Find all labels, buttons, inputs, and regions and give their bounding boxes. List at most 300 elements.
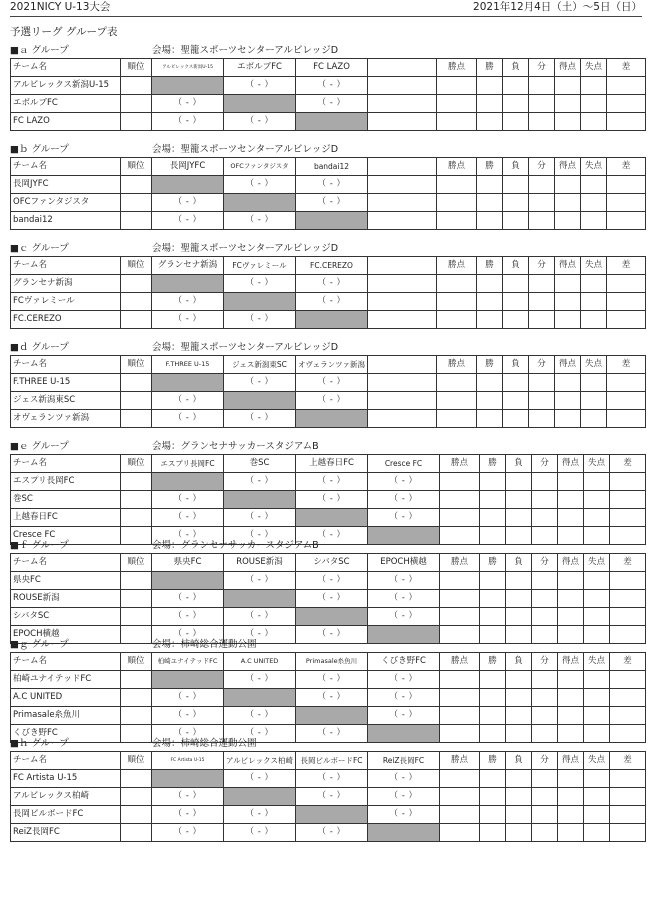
goals-against-cell	[584, 806, 610, 824]
table-header-row	[11, 59, 646, 77]
self-match-cell	[224, 194, 296, 212]
group-heading	[10, 143, 645, 157]
group-4	[10, 440, 645, 538]
team-row	[11, 113, 646, 131]
score-placeholder: （ - ）	[317, 476, 346, 486]
score-placeholder: （ - ）	[245, 674, 274, 684]
goals-for-cell	[555, 311, 581, 329]
team-column-header: チーム名	[11, 59, 121, 77]
opponent-column-header: ROUSE新潟	[224, 554, 296, 572]
score-cell	[368, 473, 440, 491]
team-name: 長岡JYFC	[11, 176, 121, 194]
rank-cell	[121, 590, 152, 608]
points-cell	[437, 194, 477, 212]
score-placeholder: （ - ）	[317, 728, 346, 738]
team-name: Cresce FC	[11, 527, 121, 545]
team-name: FC.CEREZO	[11, 311, 121, 329]
score-placeholder: （ - ）	[317, 530, 346, 540]
draw-cell	[529, 95, 555, 113]
goal-diff-column-header: 差	[610, 752, 646, 770]
points-column-header: 勝点	[437, 158, 477, 176]
win-column-header: 勝	[477, 356, 503, 374]
blank-cell	[368, 212, 437, 230]
draw-cell	[532, 509, 558, 527]
team-row	[11, 788, 646, 806]
goal-diff-cell	[610, 572, 646, 590]
goals-for-cell	[558, 608, 584, 626]
loss-column-header: 負	[506, 455, 532, 473]
group-6	[10, 638, 645, 736]
score-placeholder: （ - ）	[317, 692, 346, 702]
goals-against-column-header: 失点	[584, 752, 610, 770]
group-tables	[10, 44, 645, 836]
score-placeholder: （ - ）	[173, 593, 202, 603]
score-cell	[152, 293, 224, 311]
team-column-header: チーム名	[11, 554, 121, 572]
team-name: エスプリ長岡FC	[11, 473, 121, 491]
opponent-column-header: 上越春日FC	[296, 455, 368, 473]
loss-cell	[503, 95, 529, 113]
opponent-column-header: オヴェランツァ新潟	[296, 356, 368, 374]
goal-diff-column-header: 差	[607, 356, 646, 374]
score-placeholder: （ - ）	[317, 494, 346, 504]
win-cell	[480, 590, 506, 608]
draw-column-header: 分	[529, 59, 555, 77]
score-cell	[296, 473, 368, 491]
rank-cell	[121, 671, 152, 689]
self-match-cell	[296, 806, 368, 824]
table-header-row	[11, 257, 646, 275]
goals-against-cell	[581, 176, 607, 194]
group-table	[10, 751, 646, 842]
draw-column-header: 分	[529, 158, 555, 176]
score-cell	[224, 77, 296, 95]
rank-cell	[121, 212, 152, 230]
self-match-cell	[224, 491, 296, 509]
score-placeholder: （ - ）	[317, 575, 346, 585]
opponent-column-header: 巻SC	[224, 455, 296, 473]
rank-cell	[121, 707, 152, 725]
team-name: bandai12	[11, 212, 121, 230]
team-row	[11, 473, 646, 491]
score-placeholder: （ - ）	[317, 296, 346, 306]
goals-against-column-header: 失点	[581, 356, 607, 374]
score-cell	[152, 410, 224, 428]
opponent-column-header: F.THREE U-15	[152, 356, 224, 374]
goals-against-cell	[581, 113, 607, 131]
group-heading	[10, 242, 645, 256]
group-name: ■ｆ グループ	[10, 540, 69, 551]
goals-against-cell	[584, 770, 610, 788]
rank-cell	[121, 788, 152, 806]
loss-cell	[506, 689, 532, 707]
goals-for-column-header: 得点	[555, 59, 581, 77]
score-placeholder: （ - ）	[173, 809, 202, 819]
score-placeholder: （ - ）	[173, 692, 202, 702]
goals-for-column-header: 得点	[555, 257, 581, 275]
score-placeholder: （ - ）	[173, 494, 202, 504]
opponent-column-header: ジェス新潟東SC	[224, 356, 296, 374]
group-name: ■ｂ グループ	[10, 144, 69, 155]
score-cell	[152, 824, 224, 842]
win-cell	[480, 572, 506, 590]
team-row	[11, 491, 646, 509]
score-placeholder: （ - ）	[173, 611, 202, 621]
team-name: OFCファンタジスタ	[11, 194, 121, 212]
group-name: ■ｇ グループ	[10, 639, 69, 650]
score-cell	[152, 491, 224, 509]
table-header-row	[11, 455, 646, 473]
goals-for-cell	[558, 689, 584, 707]
table-header-row	[11, 158, 646, 176]
group-venue: 会場：聖籠スポーツセンターアルビレッジD	[152, 144, 339, 155]
loss-cell	[506, 671, 532, 689]
score-placeholder: （ - ）	[245, 512, 274, 522]
score-placeholder: （ - ）	[245, 773, 274, 783]
score-placeholder: （ - ）	[245, 710, 274, 720]
team-name: ReiZ長岡FC	[11, 824, 121, 842]
self-match-cell	[296, 707, 368, 725]
team-column-header: チーム名	[11, 257, 121, 275]
loss-cell	[503, 293, 529, 311]
loss-cell	[506, 824, 532, 842]
win-column-header: 勝	[477, 59, 503, 77]
win-cell	[477, 95, 503, 113]
score-placeholder: （ - ）	[389, 476, 418, 486]
self-match-cell	[296, 608, 368, 626]
opponent-column-header: アルビレックス新潟U-15	[152, 59, 224, 77]
self-match-cell	[296, 509, 368, 527]
score-placeholder: （ - ）	[245, 809, 274, 819]
team-row	[11, 689, 646, 707]
goals-against-column-header: 失点	[584, 554, 610, 572]
goal-diff-cell	[607, 374, 646, 392]
score-cell	[368, 491, 440, 509]
group-0	[10, 44, 645, 142]
score-placeholder: （ - ）	[173, 728, 202, 738]
draw-cell	[529, 293, 555, 311]
team-column-header: チーム名	[11, 455, 121, 473]
score-placeholder: （ - ）	[245, 728, 274, 738]
goals-for-cell	[558, 491, 584, 509]
score-cell	[224, 275, 296, 293]
rank-cell	[121, 293, 152, 311]
loss-column-header: 負	[506, 752, 532, 770]
self-match-cell	[152, 176, 224, 194]
win-cell	[477, 374, 503, 392]
opponent-column-header: 長岡ビルボードFC	[296, 752, 368, 770]
draw-cell	[532, 707, 558, 725]
team-row	[11, 707, 646, 725]
goal-diff-cell	[607, 293, 646, 311]
goals-against-cell	[584, 491, 610, 509]
group-name: ■ｄ グループ	[10, 342, 69, 353]
win-cell	[477, 293, 503, 311]
goals-against-cell	[584, 572, 610, 590]
goals-against-cell	[584, 608, 610, 626]
opponent-column-header: FC LAZO	[296, 59, 368, 77]
rank-cell	[121, 608, 152, 626]
goals-for-cell	[558, 788, 584, 806]
draw-cell	[529, 410, 555, 428]
score-placeholder: （ - ）	[389, 692, 418, 702]
rank-cell	[121, 770, 152, 788]
score-placeholder: （ - ）	[389, 809, 418, 819]
opponent-column-header: エスプリ長岡FC	[152, 455, 224, 473]
rank-column-header: 順位	[121, 59, 152, 77]
group-1	[10, 143, 645, 241]
blank-cell	[368, 410, 437, 428]
goals-against-cell	[584, 671, 610, 689]
points-cell	[440, 572, 480, 590]
draw-cell	[532, 671, 558, 689]
opponent-column-header: くびき野FC	[368, 653, 440, 671]
goals-against-cell	[581, 293, 607, 311]
points-cell	[440, 707, 480, 725]
draw-cell	[529, 212, 555, 230]
opponent-column-header: bandai12	[296, 158, 368, 176]
score-cell	[224, 671, 296, 689]
group-table	[10, 553, 646, 644]
points-cell	[437, 176, 477, 194]
score-cell	[224, 212, 296, 230]
goals-against-cell	[581, 194, 607, 212]
draw-cell	[532, 689, 558, 707]
team-name: EPOCH横越	[11, 626, 121, 644]
score-placeholder: （ - ）	[245, 629, 274, 639]
score-cell	[224, 824, 296, 842]
team-row	[11, 374, 646, 392]
blank-cell	[368, 113, 437, 131]
team-column-header: チーム名	[11, 752, 121, 770]
blank-cell	[368, 356, 437, 374]
team-name: くびき野FC	[11, 725, 121, 743]
rank-cell	[121, 824, 152, 842]
win-cell	[477, 77, 503, 95]
loss-cell	[503, 275, 529, 293]
score-cell	[152, 806, 224, 824]
points-cell	[440, 770, 480, 788]
win-cell	[477, 212, 503, 230]
score-cell	[296, 491, 368, 509]
score-cell	[296, 392, 368, 410]
goals-for-cell	[555, 293, 581, 311]
score-placeholder: （ - ）	[173, 116, 202, 126]
goal-diff-column-header: 差	[607, 59, 646, 77]
goals-for-cell	[558, 473, 584, 491]
win-column-header: 勝	[480, 653, 506, 671]
blank-cell	[368, 275, 437, 293]
score-cell	[152, 95, 224, 113]
team-name: グランセナ新潟	[11, 275, 121, 293]
goal-diff-cell	[610, 824, 646, 842]
opponent-column-header: シバタSC	[296, 554, 368, 572]
group-table	[10, 256, 646, 329]
team-row	[11, 572, 646, 590]
loss-cell	[506, 572, 532, 590]
rank-column-header: 順位	[121, 257, 152, 275]
team-name: アルビレックス柏崎	[11, 788, 121, 806]
score-placeholder: （ - ）	[173, 413, 202, 423]
score-placeholder: （ - ）	[245, 530, 274, 540]
score-cell	[224, 707, 296, 725]
points-column-header: 勝点	[440, 653, 480, 671]
score-cell	[224, 410, 296, 428]
score-placeholder: （ - ）	[245, 215, 274, 225]
loss-column-header: 負	[506, 554, 532, 572]
goal-diff-cell	[607, 176, 646, 194]
blank-cell	[368, 158, 437, 176]
points-cell	[440, 689, 480, 707]
team-name: 長岡ビルボードFC	[11, 806, 121, 824]
loss-cell	[503, 194, 529, 212]
self-match-cell	[152, 77, 224, 95]
points-column-header: 勝点	[440, 455, 480, 473]
rank-cell	[121, 374, 152, 392]
team-row	[11, 824, 646, 842]
score-placeholder: （ - ）	[245, 476, 274, 486]
rank-cell	[121, 194, 152, 212]
page-subtitle: 予選リーグ グループ表	[10, 26, 118, 38]
win-cell	[477, 176, 503, 194]
score-placeholder: （ - ）	[173, 512, 202, 522]
score-placeholder: （ - ）	[173, 791, 202, 801]
score-cell	[296, 374, 368, 392]
goals-against-column-header: 失点	[584, 653, 610, 671]
score-cell	[296, 689, 368, 707]
goals-against-cell	[584, 707, 610, 725]
points-column-header: 勝点	[440, 554, 480, 572]
team-row	[11, 410, 646, 428]
self-match-cell	[296, 212, 368, 230]
team-row	[11, 95, 646, 113]
goals-for-cell	[555, 410, 581, 428]
team-name: FCヴァレミール	[11, 293, 121, 311]
goal-diff-cell	[610, 491, 646, 509]
score-cell	[368, 806, 440, 824]
opponent-column-header: 長岡JYFC	[152, 158, 224, 176]
group-heading	[10, 638, 645, 652]
team-name: Primasale糸魚川	[11, 707, 121, 725]
goals-for-cell	[558, 824, 584, 842]
score-placeholder: （ - ）	[317, 674, 346, 684]
score-cell	[224, 509, 296, 527]
group-venue: 会場：柿崎総合運動公園	[152, 639, 257, 650]
goal-diff-cell	[610, 671, 646, 689]
opponent-column-header: A.C UNITED	[224, 653, 296, 671]
loss-column-header: 負	[503, 356, 529, 374]
table-header-row	[11, 554, 646, 572]
score-cell	[296, 788, 368, 806]
team-row	[11, 275, 646, 293]
score-placeholder: （ - ）	[317, 80, 346, 90]
draw-cell	[529, 311, 555, 329]
rank-cell	[121, 275, 152, 293]
goals-for-column-header: 得点	[558, 653, 584, 671]
team-row	[11, 590, 646, 608]
goals-for-cell	[558, 671, 584, 689]
score-placeholder: （ - ）	[173, 827, 202, 837]
rank-cell	[121, 491, 152, 509]
draw-column-header: 分	[532, 653, 558, 671]
self-match-cell	[296, 113, 368, 131]
score-cell	[296, 770, 368, 788]
goals-against-column-header: 失点	[581, 59, 607, 77]
team-row	[11, 293, 646, 311]
group-venue: 会場：グランセナサッカースタジアムB	[152, 441, 319, 452]
goals-against-cell	[581, 392, 607, 410]
opponent-column-header: FC.CEREZO	[296, 257, 368, 275]
loss-cell	[506, 590, 532, 608]
goals-for-cell	[555, 212, 581, 230]
score-cell	[368, 689, 440, 707]
score-cell	[224, 770, 296, 788]
self-match-cell	[224, 590, 296, 608]
points-cell	[437, 410, 477, 428]
opponent-column-header: エボルブFC	[224, 59, 296, 77]
goal-diff-cell	[610, 707, 646, 725]
opponent-column-header: アルビレックス柏崎	[224, 752, 296, 770]
score-placeholder: （ - ）	[389, 593, 418, 603]
score-placeholder: （ - ）	[173, 314, 202, 324]
score-cell	[296, 293, 368, 311]
blank-cell	[368, 293, 437, 311]
score-cell	[368, 509, 440, 527]
rank-cell	[121, 572, 152, 590]
team-row	[11, 509, 646, 527]
win-cell	[480, 509, 506, 527]
team-row	[11, 311, 646, 329]
score-cell	[224, 311, 296, 329]
loss-cell	[503, 410, 529, 428]
draw-cell	[529, 176, 555, 194]
team-name: ジェス新潟東SC	[11, 392, 121, 410]
score-placeholder: （ - ）	[389, 674, 418, 684]
score-placeholder: （ - ）	[389, 791, 418, 801]
team-row	[11, 194, 646, 212]
goals-against-cell	[584, 788, 610, 806]
score-placeholder: （ - ）	[389, 512, 418, 522]
score-cell	[296, 77, 368, 95]
score-cell	[296, 671, 368, 689]
score-cell	[368, 788, 440, 806]
points-cell	[437, 275, 477, 293]
goals-against-column-header: 失点	[581, 257, 607, 275]
draw-column-header: 分	[529, 257, 555, 275]
blank-cell	[368, 194, 437, 212]
loss-cell	[503, 176, 529, 194]
group-table	[10, 157, 646, 230]
score-placeholder: （ - ）	[245, 278, 274, 288]
group-5	[10, 539, 645, 637]
self-match-cell	[152, 770, 224, 788]
goal-diff-column-header: 差	[610, 554, 646, 572]
goals-for-cell	[555, 392, 581, 410]
goals-for-cell	[558, 572, 584, 590]
opponent-column-header: Primasale糸魚川	[296, 653, 368, 671]
score-placeholder: （ - ）	[245, 179, 274, 189]
team-name: アルビレックス新潟U-15	[11, 77, 121, 95]
points-column-header: 勝点	[440, 752, 480, 770]
score-cell	[224, 473, 296, 491]
table-header-row	[11, 356, 646, 374]
goal-diff-column-header: 差	[610, 653, 646, 671]
win-cell	[477, 392, 503, 410]
goal-diff-cell	[610, 788, 646, 806]
goals-against-cell	[584, 473, 610, 491]
group-table	[10, 454, 646, 545]
goals-against-cell	[581, 374, 607, 392]
